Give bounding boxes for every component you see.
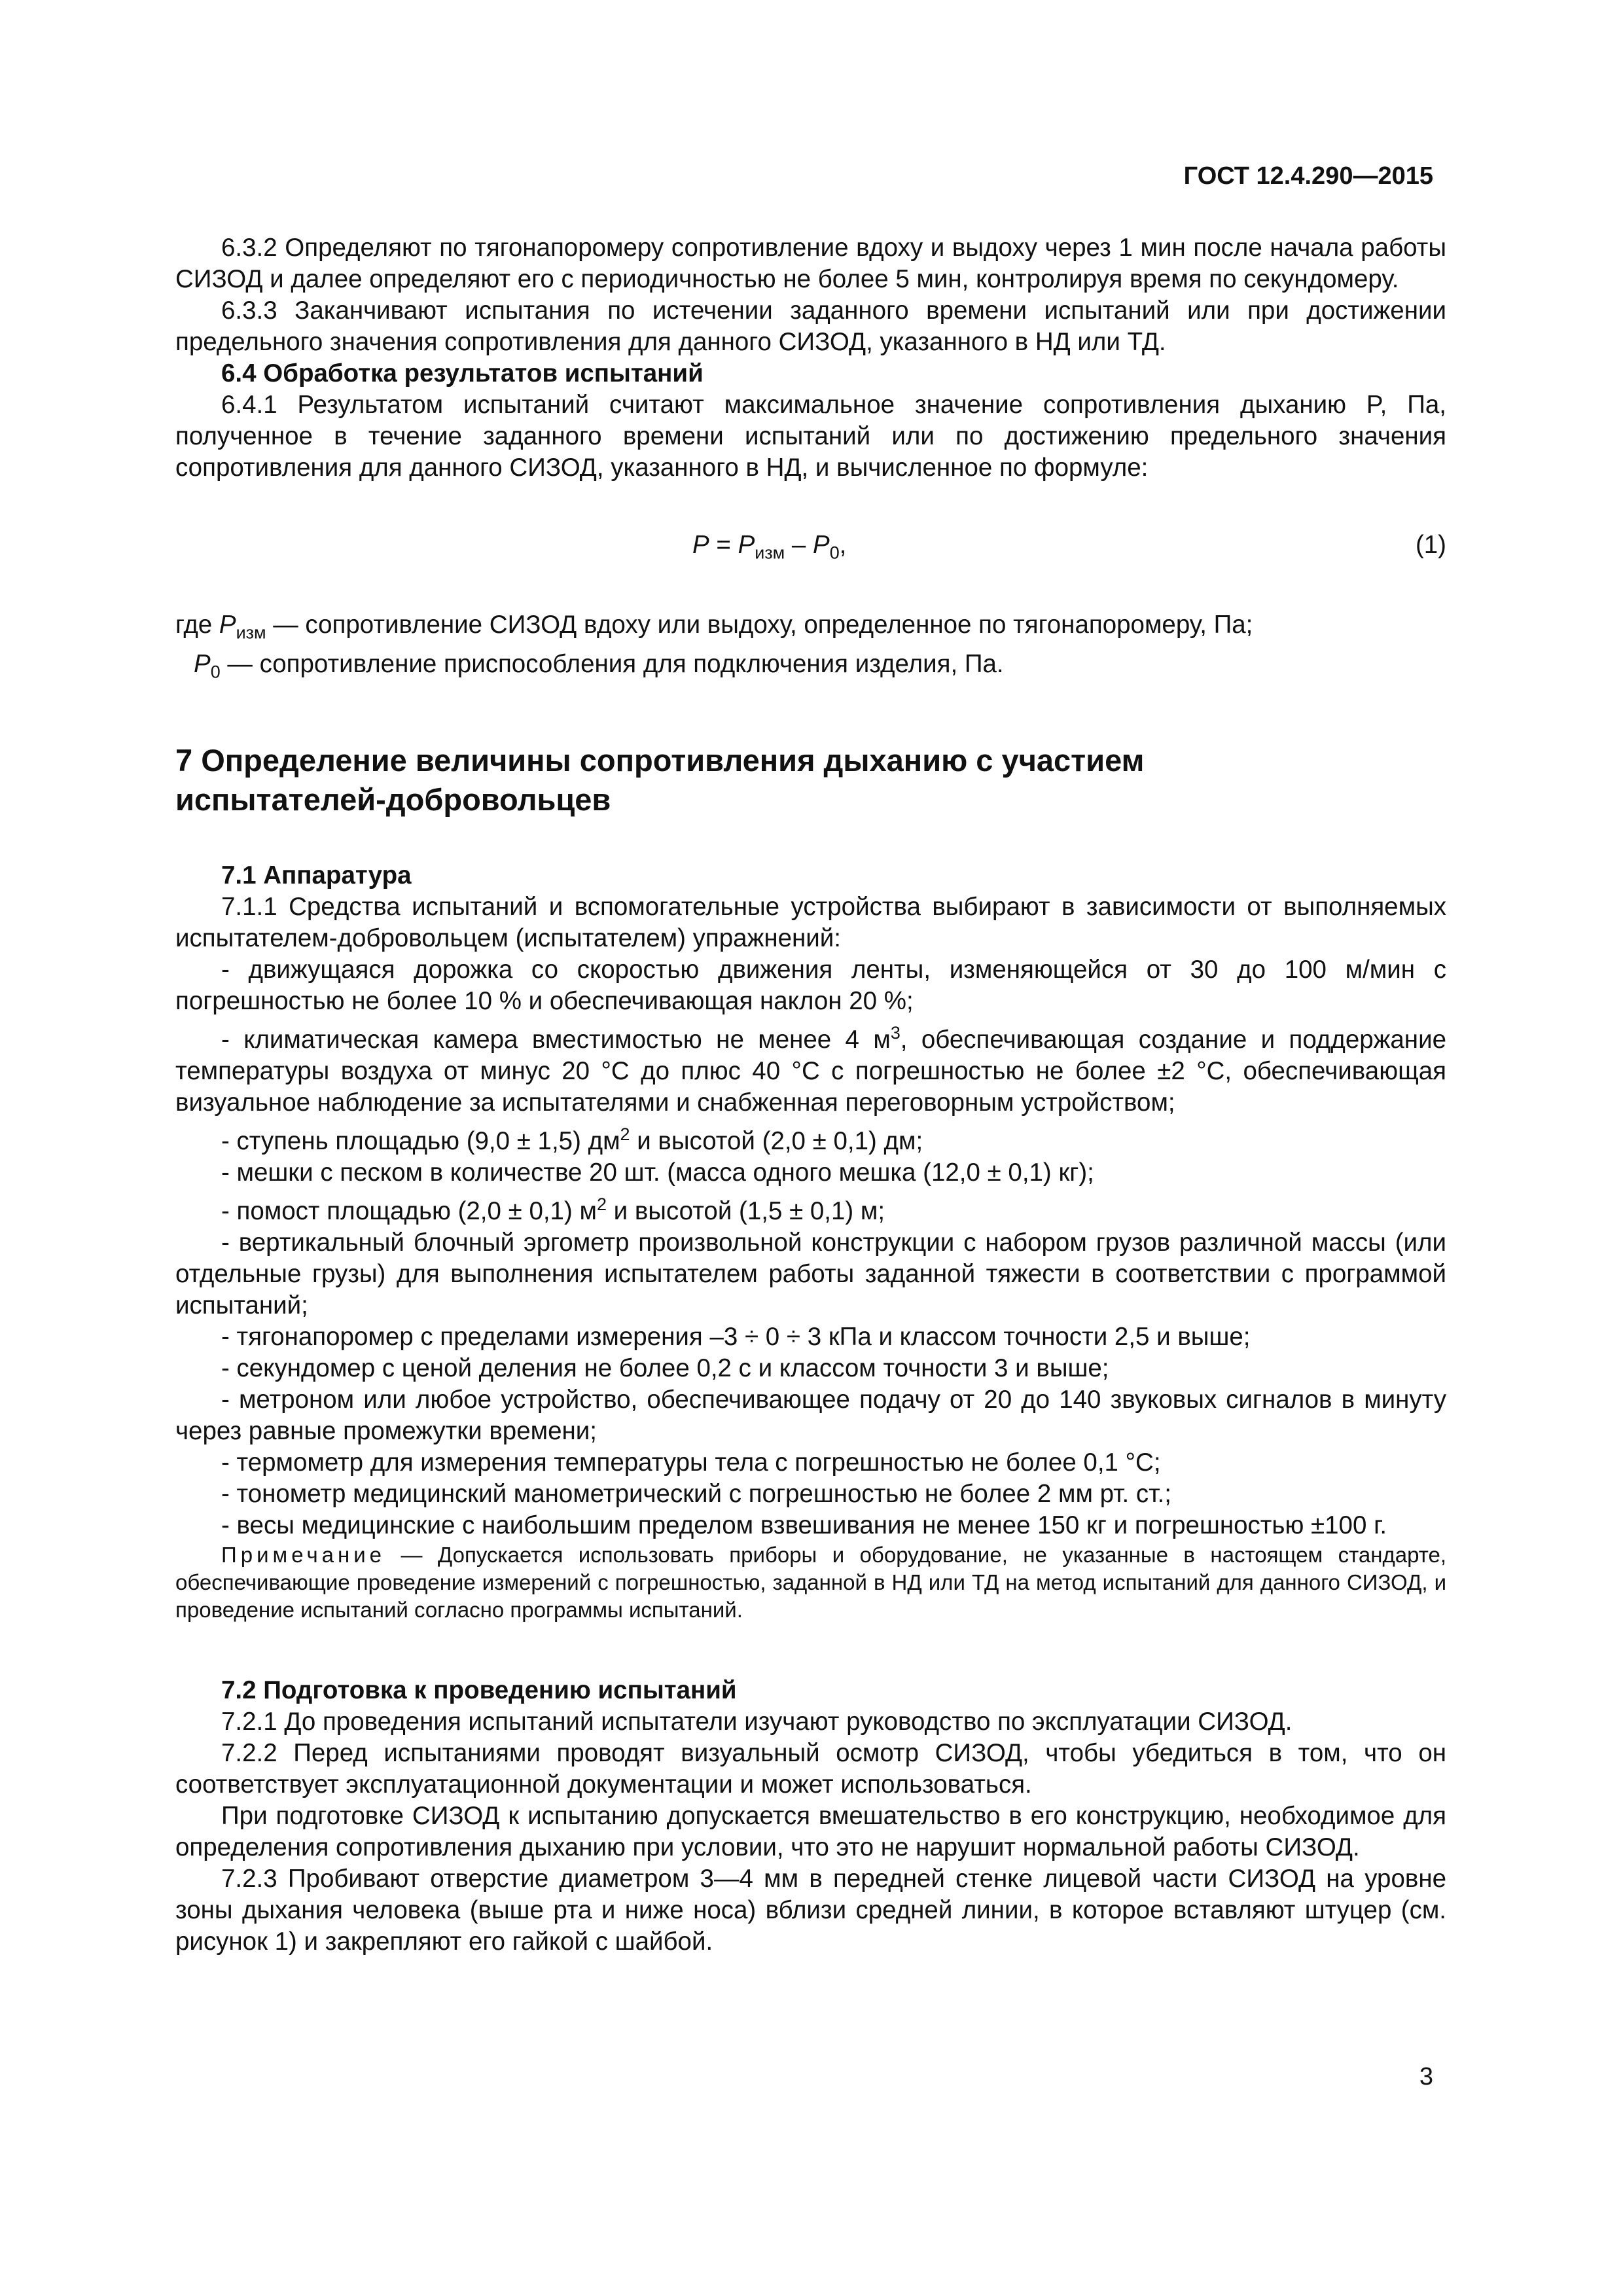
document-body <box>175 232 1446 1958</box>
formula-1 <box>175 529 1446 561</box>
document-number: ГОСТ 12.4.290—2015 <box>1183 162 1433 190</box>
formula-expression: $P = P_{изм} - P_0$, <box>692 531 847 563</box>
note: Примечание — Допускается использовать приборы и оборудование, не указанные в настоящем стандарте, обеспечивающие проведение измерений с погрешностью, заданной в НД или ТД на метод испытаний для данного СИЗОД, и проведение испытаний согласно программы испытаний. <box>175 1542 1446 1622</box>
list-item: - помост площадью (2,0 ± 0,1) $м^2$ и высотой (1,5 ± 0,1) м; <box>221 1194 885 1225</box>
formula-number: (1) <box>1415 531 1446 559</box>
list-item: - мешки с песком в количестве 20 шт. (масса одного мешка (12,0 ± 0,1) кг); <box>221 1158 1094 1187</box>
note-label: Примечание <box>221 1542 386 1567</box>
list-item: - метроном или любое устройство, обеспечивающее подачу от 20 до 140 звуковых сигналов в минуту через равные промежутки времени; <box>175 1385 1446 1445</box>
heading-7-1: 7.1 Аппаратура <box>221 861 412 890</box>
list-item: - термометр для измерения температуры тела с погрешностью не более 0,1 °С; <box>221 1448 1161 1477</box>
list-item: - ступень площадью (9,0 ± 1,5) $дм^2$ и высотой (2,0 ± 0,1) дм; <box>221 1124 923 1156</box>
section-7-heading: 7 Определение величины сопротивления дыханию с участием испытателей-добровольцев <box>175 743 1145 817</box>
page-number: 3 <box>1419 2063 1433 2090</box>
list-item: - климатическая камера вместимостью не менее 4 $м^3$, обеспечивающая создание и поддержание температуры воздуха от минус 20 °С до плюс 40 °С с погрешностью не более ±2 °С, обеспечивающая визуальное наблюдение за испытателями и снабженная переговорным устройством; <box>175 1023 1446 1117</box>
paragraph-7-2-1: 7.2.1 До проведения испытаний испытатели изучают руководство по эксплуатации СИЗОД. <box>221 1707 1293 1736</box>
paragraph-7-2-3: 7.2.3 Пробивают отверстие диаметром 3—4 мм в передней стенке лицевой части СИЗОД на уровне зоны дыхания человека (выше рта и ниже носа) вблизи средней линии, в которое вставляют штуцер (см. рисунок 1) и закрепляют его гайкой с шайбой. <box>175 1864 1446 1956</box>
paragraph-6-4-1: 6.4.1 Результатом испытаний считают максимальное значение сопротивления дыханию P, Па, полученное в течение заданного времени испытаний или по достижению предельного значения сопротивления для данного СИЗОД, указанного в НД, и вычисленное по формуле: <box>175 391 1446 482</box>
list-item: - тонометр медицинский манометрический с погрешностью не более 2 мм рт. ст.; <box>221 1479 1171 1508</box>
heading-6-4: 6.4 Обработка результатов испытаний <box>221 359 704 387</box>
list-item: - движущаяся дорожка со скоростью движения ленты, изменяющейся от 30 до 100 м/мин с погрешностью не более 10 % и обеспечивающая наклон 20 %; <box>175 956 1446 1016</box>
paragraph-6-3-3: 6.3.3 Заканчивают испытания по истечении заданного времени испытаний или при достижении предельного значения сопротивления для данного СИЗОД, указанного в НД или ТД. <box>175 296 1446 356</box>
heading-7-2: 7.2 Подготовка к проведению испытаний <box>221 1676 737 1704</box>
paragraph-7-2-2: 7.2.2 Перед испытаниями проводят визуальный осмотр СИЗОД, чтобы убедиться в том, что он соответствует эксплуатационной документации и может использоваться. <box>175 1738 1446 1799</box>
formula-where-line-2: $P_0$ — сопротивление приспособления для подключения изделия, Па. <box>194 649 1004 682</box>
list-item: - тягонапоромер с пределами измерения –3 ÷ 0 ÷ 3 кПа и классом точности 2,5 и выше; <box>221 1322 1251 1351</box>
list-item: - вертикальный блочный эргометр произвольной конструкции с набором грузов различной массы (или отдельные грузы) для выполнения испытателем работы заданной тяжести в соответствии с программой испытаний; <box>175 1228 1446 1319</box>
list-item: - секундомер с ценой деления не более 0,2 с и классом точности 3 и выше; <box>221 1354 1109 1382</box>
paragraph-6-3-2: 6.3.2 Определяют по тягонапоромеру сопротивление вдоху и выдоху через 1 мин после начала работы СИЗОД и далее определяют его с периодичностью не более 5 мин, контролируя время по секундомеру. <box>175 234 1446 293</box>
formula-where-line-1: где $P_{изм}$ — сопротивление СИЗОД вдоху или выдоху, определенное по тягонапоромеру, Па; <box>175 611 1253 643</box>
paragraph-7-1-1: 7.1.1 Средства испытаний и вспомогательные устройства выбирают в зависимости от выполняемых испытателем-добровольцем (испытателем) упражнений: <box>175 893 1446 953</box>
list-item: - весы медицинские с наибольшим пределом взвешивания не менее 150 кг и погрешностью ±100 г. <box>221 1511 1387 1539</box>
paragraph-7-2-2-continued: При подготовке СИЗОД к испытанию допускается вмешательство в его конструкцию, необходимое для определения сопротивления дыханию при условии, что это не нарушит нормальной работы СИЗОД. <box>175 1801 1446 1861</box>
